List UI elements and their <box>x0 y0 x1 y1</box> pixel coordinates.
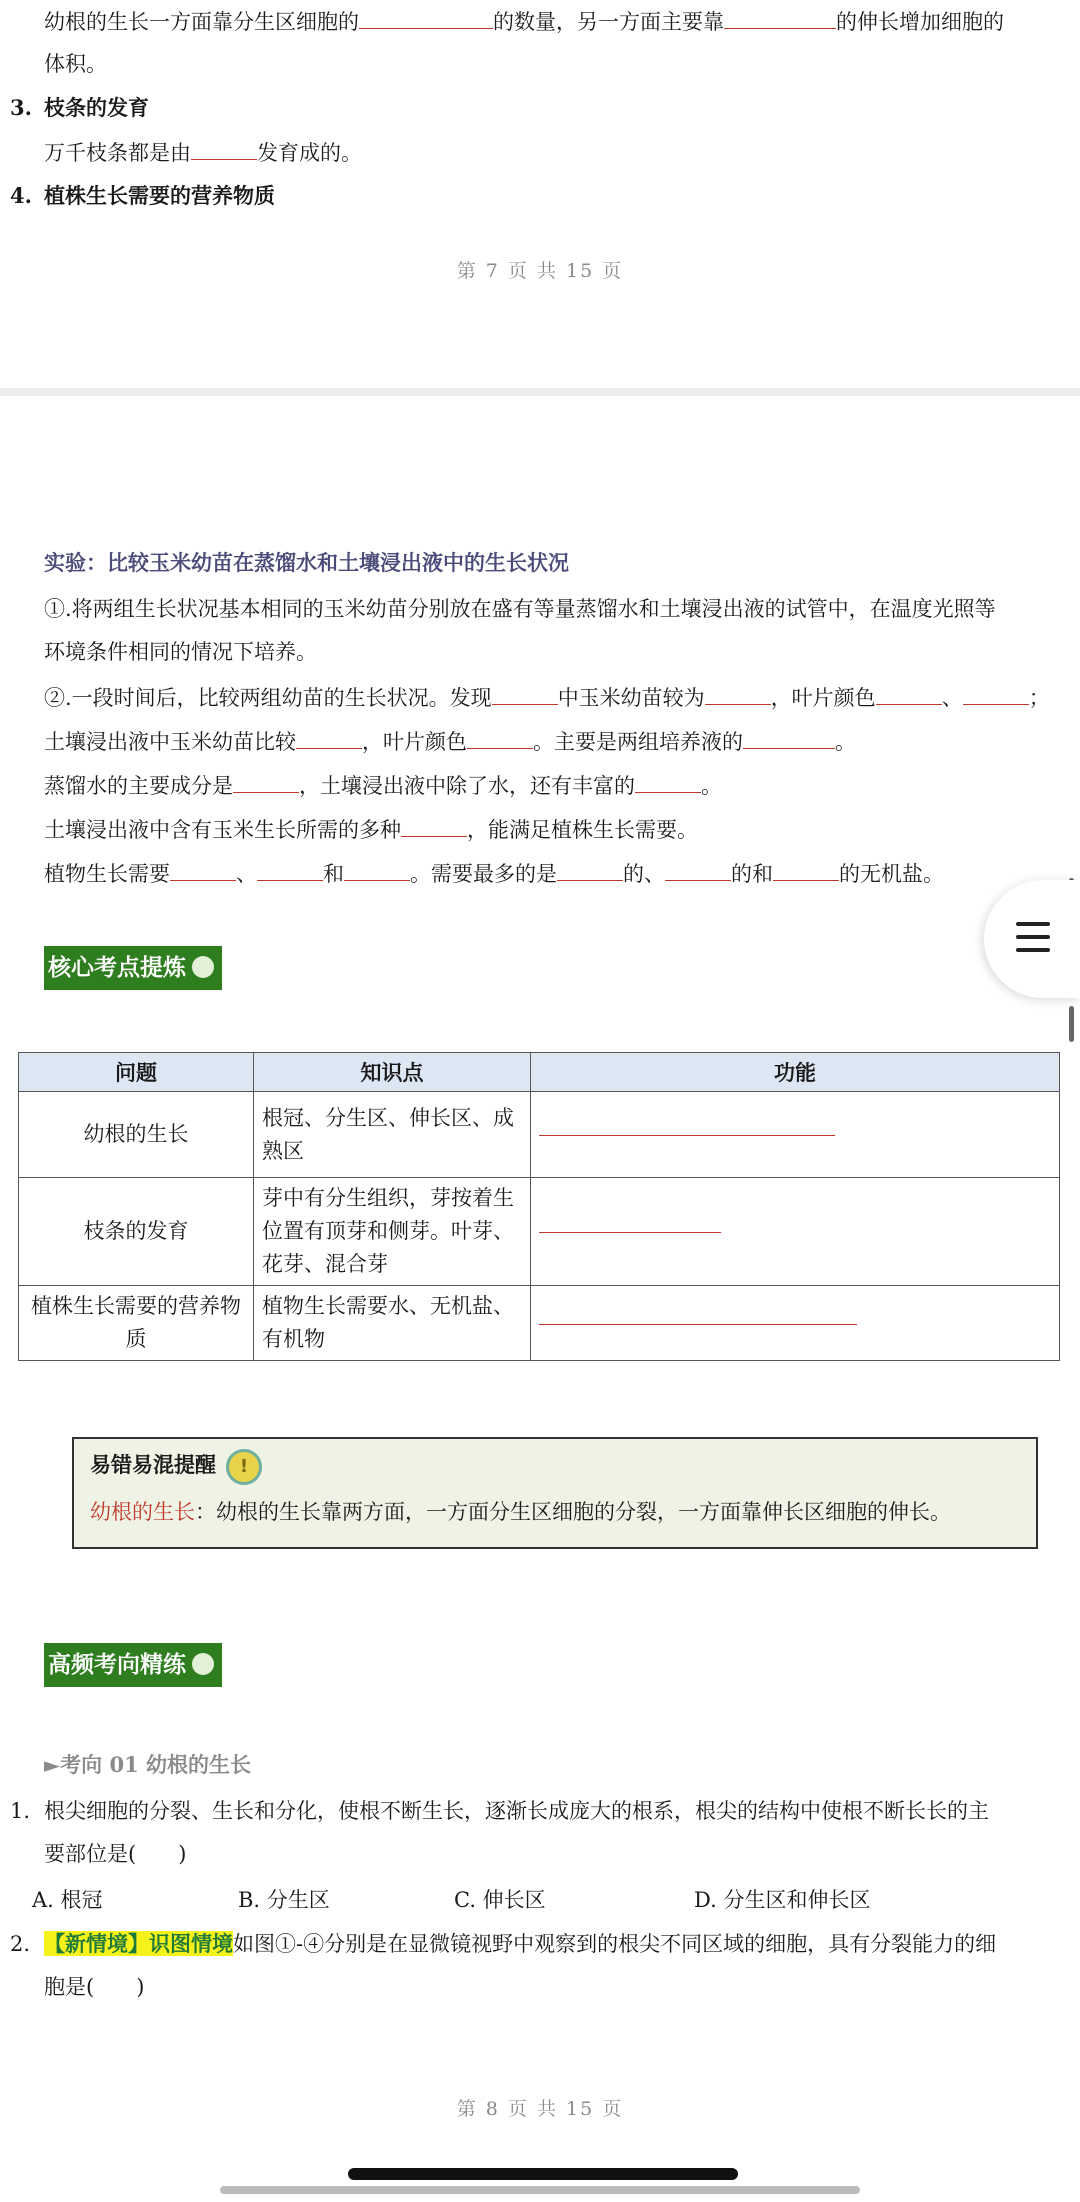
text: 蒸馏水的主要成分是 <box>44 774 233 798</box>
root-growth-line <box>44 6 1004 37</box>
experiment-step-2-soil <box>44 726 856 757</box>
reminder-body <box>90 1497 951 1527</box>
answer-blank[interactable] <box>467 726 533 749</box>
experiment-title: 实验：比较玉米幼苗在蒸馏水和土壤浸出液中的生长状况 <box>44 550 569 575</box>
answer-blank[interactable] <box>344 858 410 881</box>
reminder-text: ：幼根的生长靠两方面，一方面分生区细胞的分裂，一方面靠伸长区细胞的伸长。 <box>195 1500 951 1524</box>
hamburger-icon <box>1016 948 1050 952</box>
text: 的无机盐。 <box>839 862 944 886</box>
experiment-step-1-cont: 环境条件相同的情况下培养。 <box>44 640 317 664</box>
hamburger-icon <box>1016 935 1050 939</box>
question-text: 根尖细胞的分裂、生长和分化，使根不断生长，逐渐长成庞大的根系，根尖的结构中使根不断长长的主 <box>44 1799 989 1823</box>
text: ②.一段时间后，比较两组幼苗的生长状况。发现 <box>44 686 492 710</box>
option-c[interactable]: C. 伸长区 <box>454 1888 546 1912</box>
table-cell-question: 植株生长需要的营养物质 <box>19 1286 254 1361</box>
answer-line[interactable] <box>539 1133 835 1136</box>
answer-blank[interactable] <box>724 6 836 29</box>
core-points-tag <box>44 946 222 990</box>
table-cell-function[interactable] <box>531 1092 1060 1178</box>
text: 的数量，另一方面主要靠 <box>493 10 724 34</box>
text: ，叶片颜色 <box>770 686 876 710</box>
leaf-icon <box>192 1653 214 1675</box>
question-number: 2. <box>10 1932 31 1956</box>
text: 土壤浸出液中含有玉米生长所需的多种 <box>44 818 401 842</box>
answer-blank[interactable] <box>233 770 299 793</box>
column-header: 知识点 <box>254 1053 531 1092</box>
error-prone-reminder-box <box>72 1437 1038 1549</box>
soil-extract-line <box>44 814 698 845</box>
page-separator <box>0 388 1080 396</box>
text: ，叶片颜色 <box>362 730 467 754</box>
reminder-title-text: 易错易混提醒 <box>90 1453 216 1477</box>
answer-blank[interactable] <box>635 770 701 793</box>
table-row <box>19 1286 1060 1361</box>
bottom-scroll-strip <box>220 2186 860 2194</box>
section-title: 植株生长需要的营养物质 <box>44 183 275 208</box>
text: 。主要是两组培养液的 <box>533 730 743 754</box>
text: 。 <box>701 774 722 798</box>
answer-blank[interactable] <box>557 858 623 881</box>
text: ，土壤浸出液中除了水，还有丰富的 <box>299 774 635 798</box>
answer-blank[interactable] <box>876 682 942 705</box>
reminder-label: 幼根的生长 <box>90 1500 195 1524</box>
question-2 <box>10 1929 996 1959</box>
answer-blank[interactable] <box>170 858 236 881</box>
text: 植物生长需要 <box>44 862 170 886</box>
experiment-step-1: ①.将两组生长状况基本相同的玉米幼苗分别放在盛有等量蒸馏水和土壤浸出液的试管中，在温度光照等 <box>44 597 996 621</box>
section-title: 枝条的发育 <box>44 95 149 120</box>
table-cell-question: 枝条的发育 <box>19 1178 254 1286</box>
text: 。 <box>835 730 856 754</box>
new-context-tag: 【新情境】识图情境 <box>44 1931 233 1956</box>
question-number: 1. <box>10 1799 31 1823</box>
answer-blank[interactable] <box>773 858 839 881</box>
question-1 <box>10 1796 989 1826</box>
text: 的伸长增加细胞的 <box>836 10 1004 34</box>
page-footer: 第 7 页 共 15 页 <box>456 260 624 282</box>
table-cell-knowledge: 根冠、分生区、伸长区、成熟区 <box>254 1092 531 1178</box>
section-number: 3. <box>10 95 32 120</box>
table-row <box>19 1092 1060 1178</box>
question-text: 如图①-④分别是在显微镜视野中观察到的根尖不同区域的细胞，具有分裂能力的细 <box>233 1932 997 1956</box>
table-cell-function[interactable] <box>531 1178 1060 1286</box>
hamburger-icon <box>1016 922 1050 926</box>
core-points-table <box>18 1052 1060 1361</box>
answer-line[interactable] <box>539 1230 721 1233</box>
branch-line <box>44 137 362 168</box>
text: 。需要最多的是 <box>410 862 557 886</box>
section-3-heading <box>10 93 149 123</box>
answer-blank[interactable] <box>296 726 362 749</box>
table-cell-question: 幼根的生长 <box>19 1092 254 1178</box>
tag-label: 高频考向精练 <box>48 1652 186 1678</box>
direction-heading: ►考向 01 幼根的生长 <box>44 1752 251 1777</box>
text: ，能满足植株生长需要。 <box>467 818 698 842</box>
answer-blank[interactable] <box>705 682 771 705</box>
section-number: 4. <box>10 183 32 208</box>
text: 中玉米幼苗较为 <box>557 686 705 710</box>
table-row <box>19 1178 1060 1286</box>
text: 、 <box>941 686 963 710</box>
reminder-title <box>90 1449 262 1485</box>
answer-blank[interactable] <box>401 814 467 837</box>
warning-icon: ! <box>226 1449 262 1485</box>
text: 万千枝条都是由 <box>44 141 191 165</box>
distilled-water-line <box>44 770 722 801</box>
text: 、 <box>236 862 257 886</box>
root-growth-line-2: 体积。 <box>44 52 107 76</box>
option-d[interactable]: D. 分生区和伸长区 <box>694 1888 871 1912</box>
leaf-icon <box>192 956 214 978</box>
text: 和 <box>323 862 344 886</box>
answer-blank[interactable] <box>359 6 493 29</box>
answer-line[interactable] <box>539 1322 857 1325</box>
table-header-row <box>19 1053 1060 1092</box>
answer-blank[interactable] <box>492 682 558 705</box>
column-header: 功能 <box>531 1053 1060 1092</box>
answer-blank[interactable] <box>665 858 731 881</box>
text: 的和 <box>731 862 773 886</box>
text: 土壤浸出液中玉米幼苗比较 <box>44 730 296 754</box>
home-indicator[interactable] <box>348 2168 738 2180</box>
page-7 <box>0 0 1080 388</box>
question-1-cont: 要部位是( ) <box>44 1842 187 1866</box>
table-cell-function[interactable] <box>531 1286 1060 1361</box>
section-4-heading <box>10 181 275 211</box>
text: 发育成的。 <box>257 141 362 165</box>
experiment-step-2 <box>44 682 1050 713</box>
table-cell-knowledge: 芽中有分生组织，芽按着生位置有顶芽和侧芽。叶芽、花芽、混合芽 <box>254 1178 531 1286</box>
high-frequency-tag <box>44 1643 222 1687</box>
page-footer: 第 8 页 共 15 页 <box>456 2098 624 2120</box>
table-cell-knowledge: 植物生长需要水、无机盐、有机物 <box>254 1286 531 1361</box>
answer-blank[interactable] <box>257 858 323 881</box>
text: ； <box>1028 686 1050 710</box>
option-a[interactable]: A. 根冠 <box>32 1888 103 1912</box>
scrollbar-thumb[interactable] <box>1069 1006 1074 1042</box>
answer-blank[interactable] <box>191 137 257 160</box>
option-b[interactable]: B. 分生区 <box>238 1888 330 1912</box>
text: 幼根的生长一方面靠分生区细胞的 <box>44 10 359 34</box>
answer-blank[interactable] <box>963 682 1029 705</box>
text: 的、 <box>623 862 665 886</box>
plant-needs-line <box>44 858 944 889</box>
column-header: 问题 <box>19 1053 254 1092</box>
tag-label: 核心考点提炼 <box>48 955 186 981</box>
question-2-cont: 胞是( ) <box>44 1975 145 1999</box>
answer-blank[interactable] <box>743 726 835 749</box>
